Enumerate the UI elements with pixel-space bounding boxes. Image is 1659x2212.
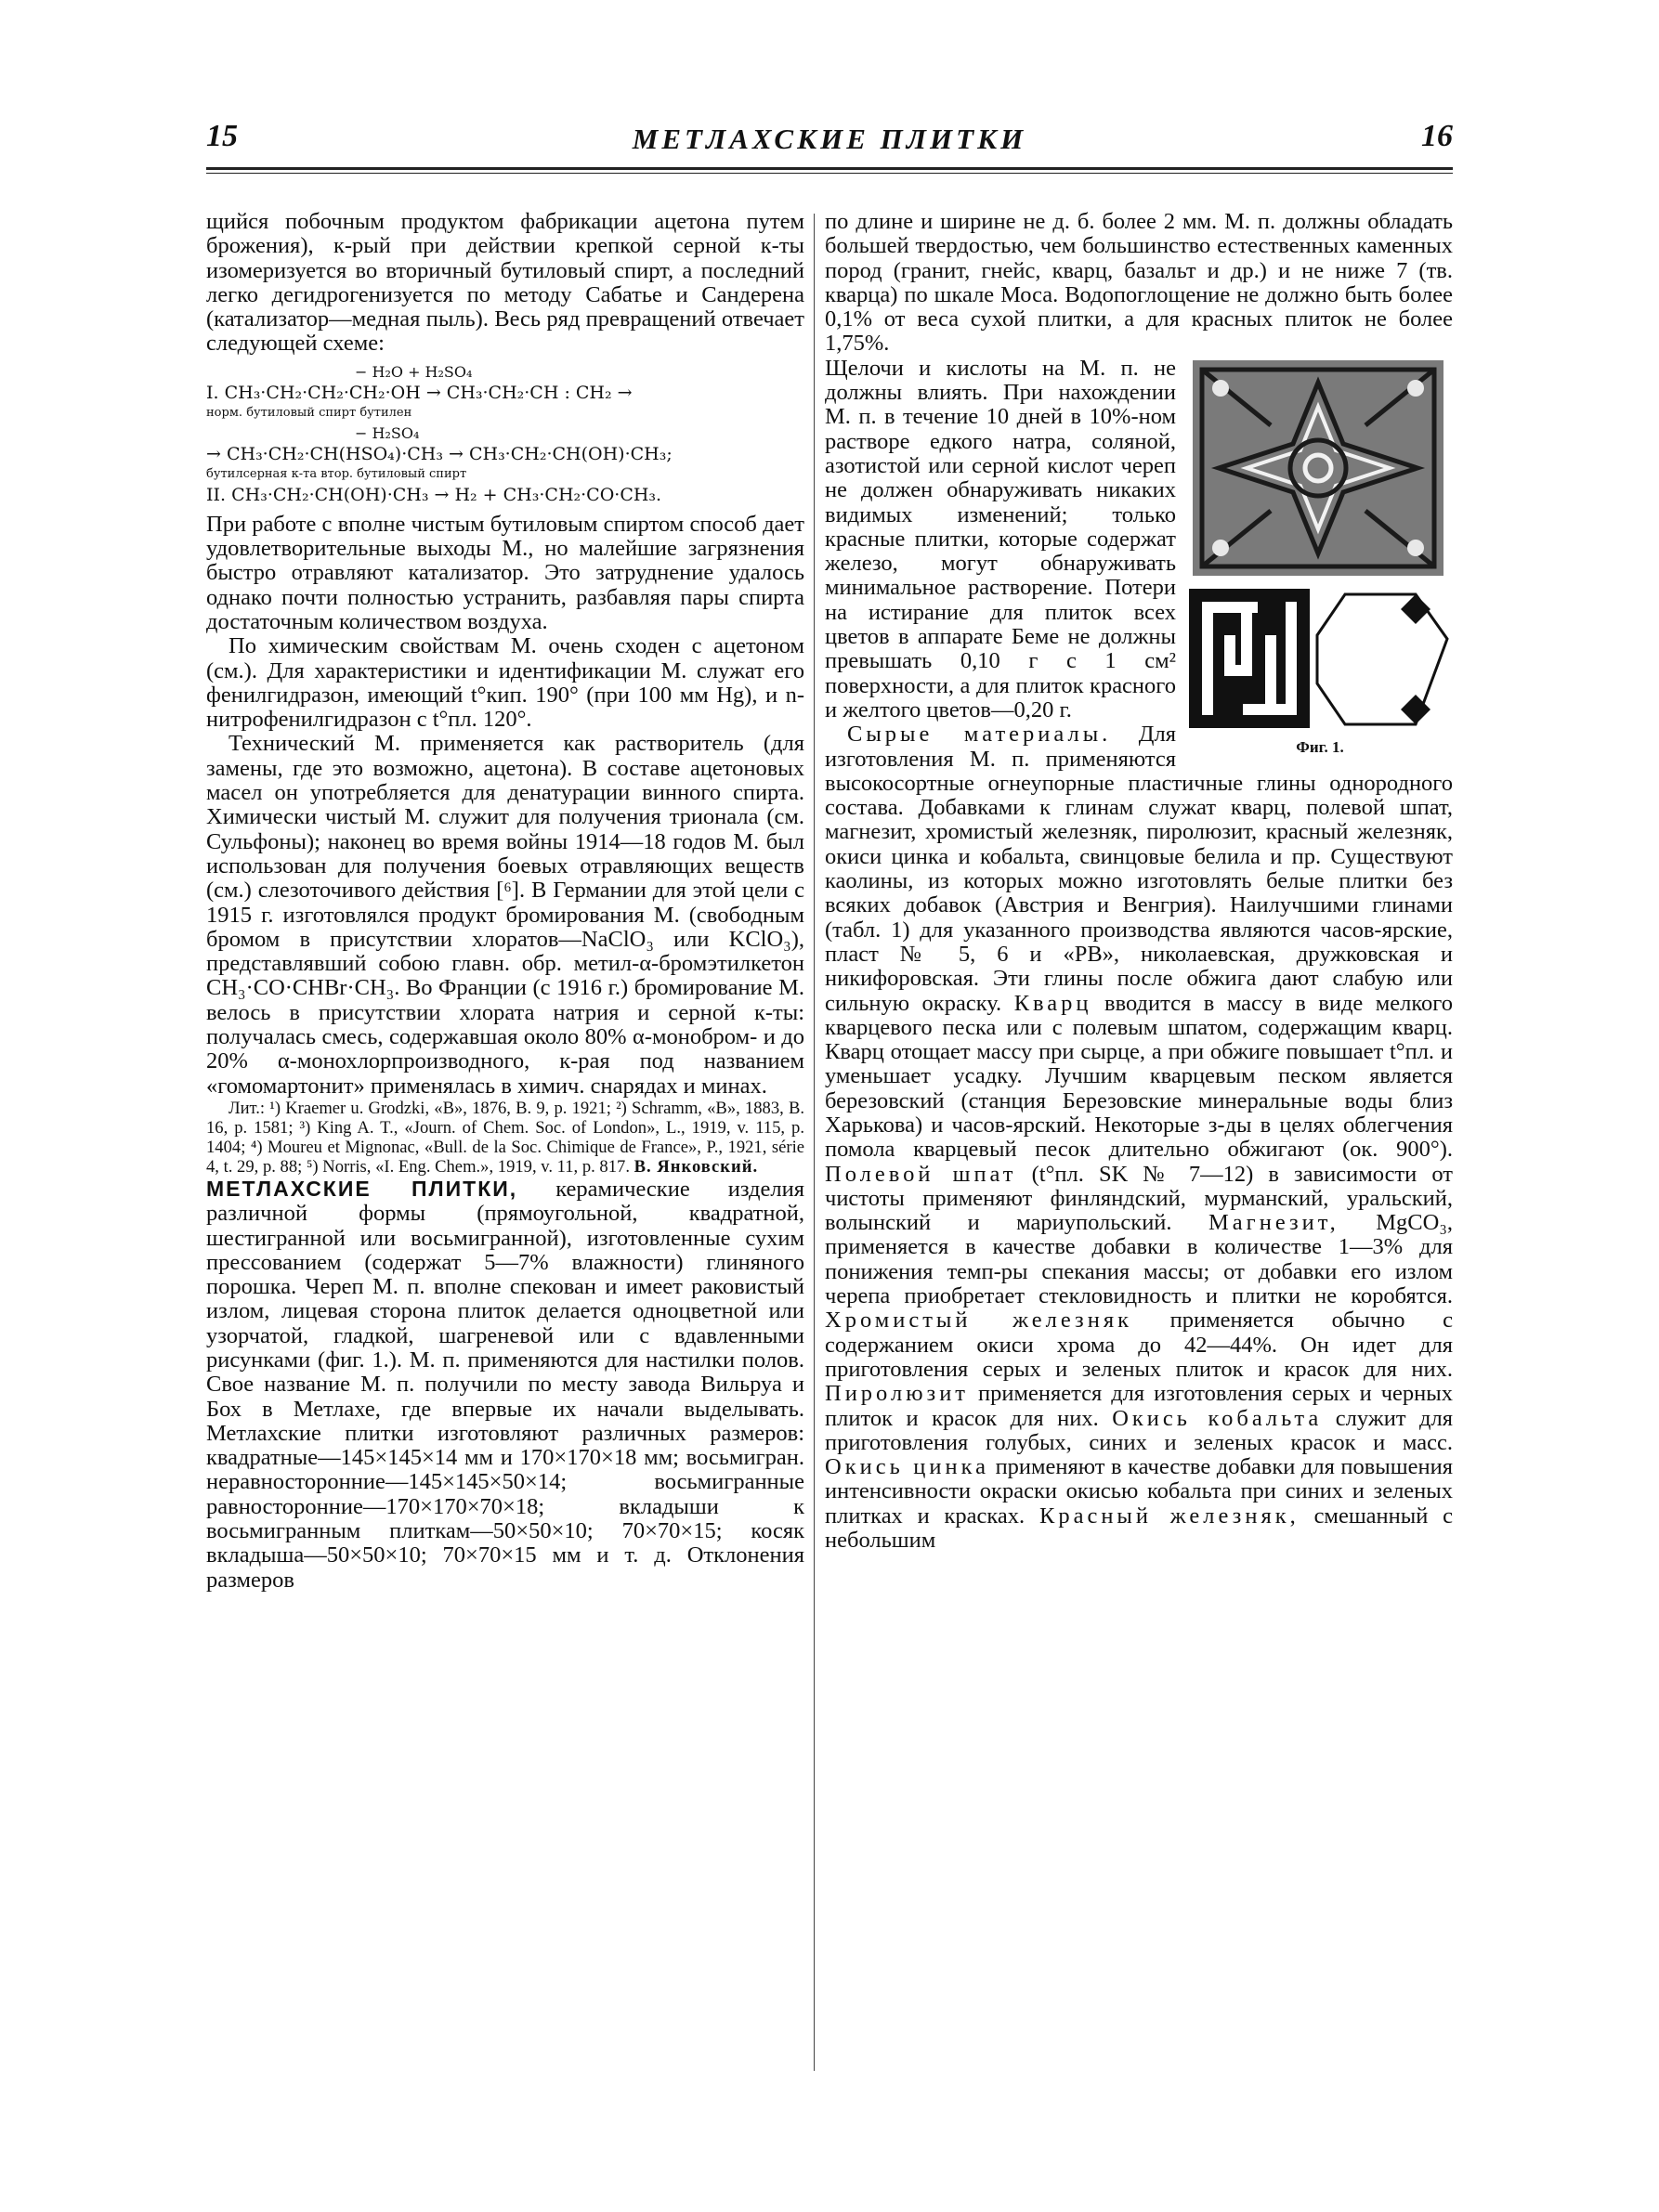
formula-line: II. CH₃·CH₂·CH(OH)·CH₃ → H₂ + CH₃·CH₂·CO·CH₃. xyxy=(206,484,662,505)
term-text: служит для приготовления голубых, синих и зеленых красок и масс. xyxy=(825,1405,1453,1455)
paragraph: Технический М. применяется как растворитель (для замены, где это возможно, ацетона). В составе ацетоновых масел он употребляется для денатурации винного спирта. Химически чистый М. служит для получения трионала (см. Сульфоны); наконец во время войны 1914—18 годов М. был использован для получения боевых отравляющих веществ (см.) слезоточивого действия [⁶]. В Германии для этой цели с 1915 г. изготовлялся продукт бромирования М. (свободным бромом в присутствии хлоратов—NaClO₃ или KClO₃), представлявший собою главн. обр. метил-α-бромэтилкетон CH₃·CO·CHBr·CH₃. Во Франции (с 1916 г.) бромирование М. велось в присутствии хлората натрия и серной к-ты: получалась смесь, содержавшая около 80% α-монобром- и до 20% α-монохлорпроизводного, к-рая под названием «гомомартонит» применялась в химич. снарядах и минах. xyxy=(206,731,804,1099)
term-heading: Кварц xyxy=(1013,990,1092,1016)
formula-reagents: − H₂SO₄ xyxy=(355,423,420,442)
paragraph: Щелочи и кислоты на М. п. не должны влиять. При нахождении М. п. в течение 10 дней в 10%-ном растворе едкого натра, соляной, азотистой или серной кислот череп не должен обнаруживать никаких видимых изменений; только красные плитки, которые содержат железо, могут обнаруживать минимальное растворение. Потери на истирание для плиток всех цветов в аппарате Беме не должны превышать 0,10 г с 1 см² поверхности, а для плиток красного и желтого цветов—0,20 г. xyxy=(825,355,1176,722)
reaction-scheme xyxy=(206,362,804,505)
meander-and-octagon-tiles xyxy=(1187,583,1453,732)
ornamental-tile-illustration xyxy=(1187,360,1453,583)
paragraph xyxy=(825,722,1453,1553)
term-heading: Магнезит, xyxy=(1208,1210,1339,1236)
page-number-right: 16 xyxy=(1421,119,1453,153)
paragraph: При работе с вполне чистым бутиловым спиртом способ дает удовлетворительные выходы М., но малейшие загрязнения быстро отравляют катализатор. Это затруднение удалось однако почти полностью устранить, разбавляя пары спирта достаточным количеством воздуха. xyxy=(206,511,804,634)
author-signature: В. Янковский. xyxy=(634,1156,759,1177)
term-heading: Полевой шпат xyxy=(825,1161,1017,1187)
term-heading: Хромистый железняк xyxy=(825,1308,1132,1334)
paragraph: По химическим свойствам М. очень сходен с ацетоном (см.). Для характеристики и идентификации М. служат его фенилгидразон, имеющий t°кип. 190° (при 100 мм Hg), и n-нитрофенилгидразон с t°пл. 120°. xyxy=(206,633,804,733)
term-text: применяется для изготовления серых и черных плиток и красок для них. xyxy=(825,1381,1454,1431)
literature-text: Лит.: ¹) Kraemer u. Grodzki, «B», 1876, B. 9, p. 1921; ²) Schramm, «B», 1883, B. 16, p. 1581; ³) King A. T., «Journ. of Chem. Soc. of London», L., 1919, v. 115, p. 1404; ⁴) Moureu et Mignonac, «Bull. de la Soc. Chimique de France», P., 1921, série 4, t. 29, p. 88; ⁵) Norris, «I. Eng. Chem.», 1919, v. 11, p. 817. xyxy=(206,1098,804,1177)
term-text: применяется обычно с содержанием окиси хрома до 42—44%. Он идет для приготовления серых и зеленых плиток и красок для них. xyxy=(825,1308,1453,1382)
literature-references xyxy=(206,1099,804,1177)
column-divider xyxy=(814,214,815,2071)
figure-caption: Фиг. 1. xyxy=(1296,737,1344,756)
page-number-left: 15 xyxy=(206,119,238,153)
section-text: Для изготовления М. п. применяются высокосортные огнеупорные пластичные глины однородного состава. Добавками к глинам служат кварц, полевой шпат, магнезит, хромистый железняк, пиролюзит, красный железняк, окиси цинка и кобальта, свинцовые белила и пр. Существуют каолины, из которых можно изготовлять белые плитки без всяких добавок (Австрия и Венгрия). Наилучшими глинами (табл. 1) для указанного производства являются часов-ярские, пласт № 5, 6 и «РВ», николаевская, дружковская и никифоровская. Эти глины после обжига дают слабую или сильную окраску. xyxy=(825,722,1453,1016)
right-column xyxy=(825,210,1453,1553)
term-text: вводится в массу в виде мелкого кварцевого песка или с полевым шпатом, содержащим кварц. Кварц отощает массу при сырце, а при обжиге повышает t°пл. и уменьшает усадку. Лучшим кварцевым песком является березовский (станция Березовские минеральные воды близ Харькова) и часов-ярский. Некоторые з-ды в целях облегчения помола кварцевый песок длительно обжигают (ок. 900°). xyxy=(825,990,1453,1163)
paragraph: по длине и ширине не д. б. более 2 мм. М. п. должны обладать большей твердостью, чем большинство естественных каменных пород (гранит, гнейс, кварц, базальт и др.) и не ниже 7 (тв. кварца) по шкале Моса. Водопоглощение не должно быть более 0,1% от веса сухой плитки, а для красных плиток не более 1,75%. xyxy=(825,209,1453,357)
page-header xyxy=(206,119,1453,175)
formula-line: → CH₃·CH₂·CH(HSO₄)·CH₃ → CH₃·CH₂·CH(OH)·CH₃; xyxy=(206,443,673,464)
formula-reagents: − H₂O + H₂SO₄ xyxy=(355,362,473,381)
header-rule-thin xyxy=(206,173,1453,174)
header-rule xyxy=(206,167,1453,170)
term-heading: Окись кобальта xyxy=(1112,1405,1323,1431)
section-heading: Сырые материалы. xyxy=(847,722,1112,748)
term-heading: Окись цинка xyxy=(825,1454,990,1480)
formula-caption: норм. бутиловый спирт бутилен xyxy=(206,405,412,420)
running-title: МЕТЛАХСКИЕ ПЛИТКИ xyxy=(632,123,1027,155)
term-text: применяют в качестве добавки для повышения интенсивности окраски окисью кобальта при синих и зеленых плитках и красках. xyxy=(825,1454,1454,1529)
term-heading: Красный железняк, xyxy=(1039,1503,1300,1529)
term-text: MgCO₃, применяется в качестве добавки в количестве 1—3% для понижения темп-ры спекания массы; от добавки его излом черепа приобретает стекловидность и плитки не коробятся. xyxy=(825,1210,1454,1309)
formula-line: I. CH₃·CH₂·CH₂·CH₂·OH → CH₃·CH₂·CH : CH₂ → xyxy=(206,382,633,403)
formula-caption: бутилсерная к-та втор. бутиловый спирт xyxy=(206,466,467,481)
entry-heading: МЕТЛАХСКИЕ ПЛИТКИ, xyxy=(206,1176,518,1201)
term-text: (t°пл. SK № 7—12) в зависимости от чистоты применяют финляндский, мурманский, уральский, волынский и мариупольский. xyxy=(825,1161,1454,1236)
term-heading: Пиролюзит xyxy=(825,1381,970,1407)
entry-text: керамические изделия различной формы (прямоугольной, квадратной, шестигранной или восьмигранной), изготовленные сухим прессованием (содержат 5—7% влажности) глиняного порошка. Череп М. п. вполне спекован и имеет раковистый излом, лицевая сторона плиток делается одноцветной или узорчатой, гладкой, шагреневой или с вдавленными рисунками (фиг. 1.). М. п. применяются для настилки полов. Свое название М. п. получили по месту завода Вильруа и Бох в Метлахе, где впервые их начали выделывать. Метлахские плитки изготовляют различных размеров: квадратные—145×145×14 мм и 170×170×18 мм; восьмигран. неравносторонние—145×145×50×14; восьмигранные равносторонние—170×170×70×18; вкладыши к восьмигранным плиткам—50×50×10; 70×70×15; косяк вкладыша—50×50×10; 70×70×15 мм и т. д. Отклонения размеров xyxy=(206,1176,804,1593)
paragraph: щийся побочным продуктом фабрикации ацетона путем брожения), к-рый при действии крепкой серной к-ты изомеризуется во вторичный бутиловый спирт, а последний легко дегидрогенизуется по методу Сабатье и Сандерена (катализатор—медная пыль). Весь ряд превращений отвечает следующей схеме: xyxy=(206,209,804,357)
term-text: смешанный с небольшим xyxy=(825,1503,1454,1554)
figure-1 xyxy=(1187,360,1453,760)
paragraph xyxy=(206,1177,804,1593)
left-column xyxy=(206,210,804,1593)
